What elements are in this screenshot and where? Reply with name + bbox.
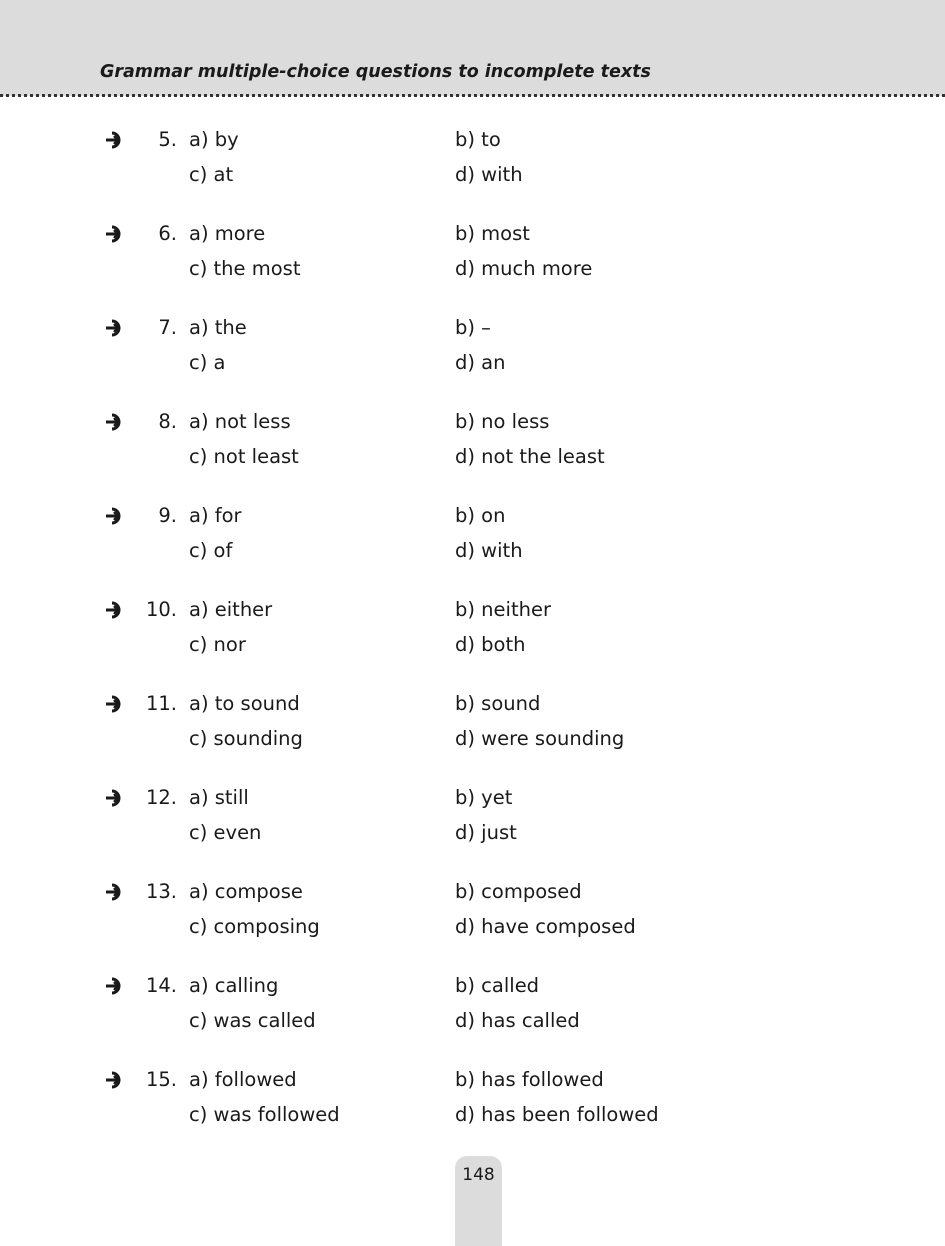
option-c: c) at [189, 163, 234, 186]
option-d: d) with [455, 163, 523, 186]
question-number: 15. [145, 1068, 177, 1091]
question-12 [0, 785, 945, 879]
question-number: 9. [158, 504, 177, 527]
option-d: d) much more [455, 257, 593, 280]
option-a: a) still [189, 786, 249, 809]
arrow-right-icon [104, 785, 124, 811]
option-c: c) a [189, 351, 226, 374]
option-b: b) composed [455, 880, 582, 903]
question-9 [0, 503, 945, 597]
arrow-right-icon [104, 879, 124, 905]
question-number: 12. [145, 786, 177, 809]
option-c: c) was followed [189, 1103, 340, 1126]
question-8 [0, 409, 945, 503]
option-b: b) on [455, 504, 506, 527]
arrow-right-icon [104, 973, 124, 999]
option-d: d) both [455, 633, 526, 656]
question-11 [0, 691, 945, 785]
option-c: c) even [189, 821, 262, 844]
option-a: a) by [189, 128, 239, 151]
option-c: c) of [189, 539, 233, 562]
arrow-right-icon [104, 597, 124, 623]
question-6 [0, 221, 945, 315]
question-number: 11. [145, 692, 177, 715]
arrow-right-icon [104, 221, 124, 247]
question-7 [0, 315, 945, 409]
option-b: b) sound [455, 692, 541, 715]
option-b: b) called [455, 974, 540, 997]
question-number: 8. [158, 410, 177, 433]
question-13 [0, 879, 945, 973]
arrow-right-icon [104, 409, 124, 435]
option-a: a) either [189, 598, 273, 621]
question-number: 14. [145, 974, 177, 997]
option-c: c) composing [189, 915, 320, 938]
option-a: a) more [189, 222, 266, 245]
option-b: b) has followed [455, 1068, 604, 1091]
option-c: c) not least [189, 445, 299, 468]
option-c: c) was called [189, 1009, 316, 1032]
question-number: 6. [158, 222, 177, 245]
option-d: d) has been followed [455, 1103, 659, 1126]
question-14 [0, 973, 945, 1067]
option-a: a) calling [189, 974, 279, 997]
option-b: b) yet [455, 786, 513, 809]
option-a: a) not less [189, 410, 291, 433]
option-b: b) neither [455, 598, 551, 621]
option-d: d) just [455, 821, 517, 844]
question-number: 5. [158, 128, 177, 151]
arrow-right-icon [104, 1067, 124, 1093]
option-c: c) the most [189, 257, 301, 280]
option-a: a) to sound [189, 692, 300, 715]
arrow-right-icon [104, 315, 124, 341]
option-b: b) most [455, 222, 530, 245]
option-b: b) no less [455, 410, 550, 433]
question-number: 13. [145, 880, 177, 903]
page-number: 148 [462, 1165, 495, 1185]
option-d: d) has called [455, 1009, 580, 1032]
header-dotted-rule [0, 94, 945, 97]
option-a: a) the [189, 316, 247, 339]
option-c: c) sounding [189, 727, 303, 750]
page-header-title: Grammar multiple-choice questions to incomplete texts [100, 62, 651, 82]
question-15 [0, 1067, 945, 1161]
option-c: c) nor [189, 633, 246, 656]
option-a: a) for [189, 504, 242, 527]
page-number-tab [455, 1156, 502, 1246]
option-b: b) to [455, 128, 501, 151]
question-number: 10. [145, 598, 177, 621]
question-list [0, 127, 945, 1161]
option-d: d) an [455, 351, 506, 374]
option-a: a) followed [189, 1068, 297, 1091]
arrow-right-icon [104, 691, 124, 717]
option-d: d) have composed [455, 915, 636, 938]
arrow-right-icon [104, 127, 124, 153]
option-d: d) with [455, 539, 523, 562]
question-5 [0, 127, 945, 221]
option-b: b) – [455, 316, 491, 339]
option-a: a) compose [189, 880, 303, 903]
question-10 [0, 597, 945, 691]
question-number: 7. [158, 316, 177, 339]
option-d: d) not the least [455, 445, 605, 468]
option-d: d) were sounding [455, 727, 625, 750]
arrow-right-icon [104, 503, 124, 529]
